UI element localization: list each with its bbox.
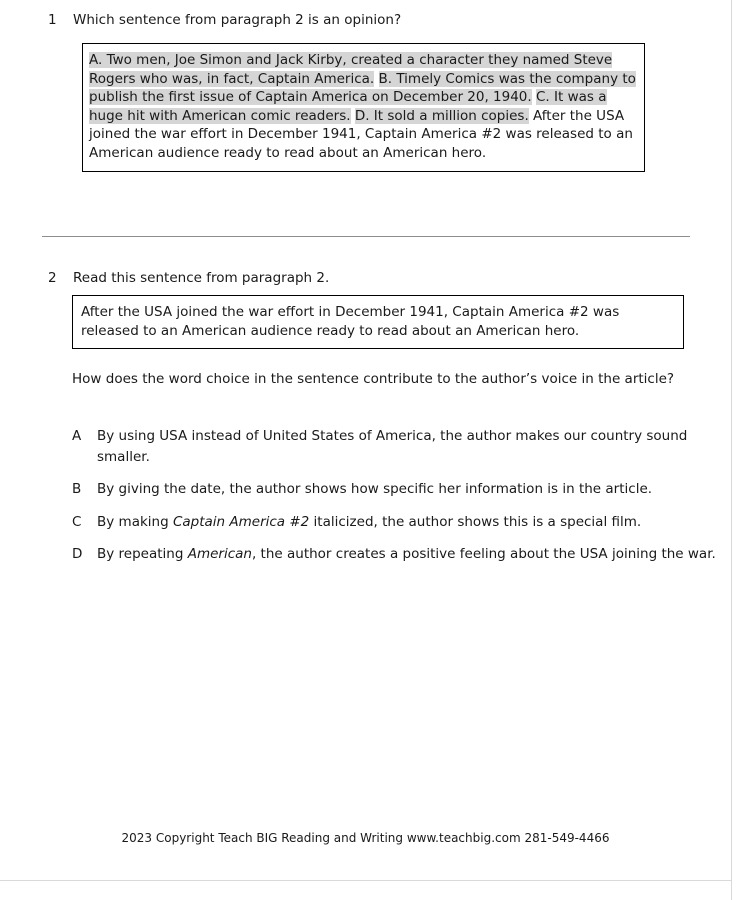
answer-option-a-text [97, 426, 720, 467]
question-1-number: 1 [48, 12, 57, 28]
page-edge-bottom-rule [0, 880, 731, 881]
highlighted-sentence-a: A. Two men, Joe Simon and Jack Kirby, created a character they named Steve Rogers who was, in fact, Captain America. [89, 52, 613, 87]
answer-option-d[interactable] [72, 544, 720, 565]
answer-option-a-text-pre: By using USA instead of United States of America, the author makes our country sound smaller. [97, 428, 688, 465]
answer-option-b-letter: B [72, 481, 82, 497]
answer-option-d-letter: D [72, 546, 83, 562]
page-footer: 2023 Copyright Teach BIG Reading and Writing www.teachbig.com 281-549-4466 [121, 831, 610, 845]
answer-option-c-italic-title: Captain America #2 [172, 513, 310, 530]
question-2-sentence-box [72, 295, 684, 349]
highlighted-sentence-d: D. It sold a million copies. [354, 107, 529, 124]
answer-option-d-italic-word: American [187, 546, 252, 562]
question-2-heading [48, 269, 693, 288]
answer-option-a-letter: A [72, 428, 82, 444]
question-block-1 [48, 11, 693, 161]
answer-option-c-text-post: italicized, the author shows this is a special film. [309, 513, 642, 530]
question-2-sub-prompt: How does the word choice in the sentence contribute to the author’s voice in the article? [72, 371, 675, 387]
answer-option-c-text-pre: By making [97, 513, 173, 530]
question-2-number: 2 [48, 270, 57, 286]
answer-option-c[interactable] [72, 512, 720, 533]
question-2-sentence-text: After the USA joined the war effort in December 1941, Captain America #2 was released to an American audience ready to read about an American hero. [81, 304, 620, 339]
question-2-prompt: Read this sentence from paragraph 2. [73, 270, 330, 286]
answer-option-d-text [97, 544, 720, 565]
answer-option-b[interactable] [72, 479, 720, 500]
answer-option-d-text-post: , the author creates a positive feeling about the USA joining the war. [251, 546, 716, 562]
question-1-passage-box [82, 43, 645, 172]
highlighted-sentence-b: B. Timely Comics was the company to publish the first issue of Captain America on December 20, 1940. [89, 70, 636, 106]
answer-option-c-letter: C [72, 513, 82, 530]
answer-option-c-text [97, 512, 720, 533]
question-1-heading [48, 11, 693, 30]
question-2-answer-options [72, 426, 720, 565]
answer-option-d-text-pre: By repeating [97, 546, 188, 562]
question-block-2 [48, 269, 716, 562]
question-1-passage-text [89, 51, 638, 163]
answer-option-b-text-pre: By giving the date, the author shows how specific her information is in the article. [97, 481, 653, 497]
answer-option-b-text [97, 479, 720, 500]
answer-option-a[interactable] [72, 426, 720, 467]
question-1-prompt: Which sentence from paragraph 2 is an opinion? [73, 12, 402, 28]
section-divider [42, 236, 690, 237]
question-1-passage-trailing-text: After the USA joined the war effort in December 1941, Captain America #2 was released to an American audience ready to read about an American hero. [89, 107, 633, 161]
page-edge-right-rule [731, 0, 732, 900]
highlighted-sentence-c: C. It was a huge hit with American comic readers. [89, 89, 607, 124]
